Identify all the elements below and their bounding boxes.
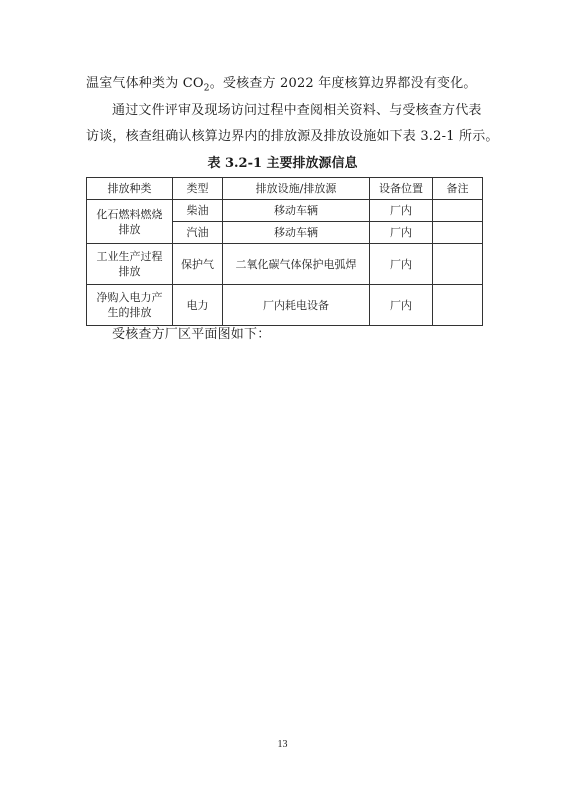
cell-note [433,200,483,222]
paragraph-ghg-type [86,75,477,92]
cell-type: 电力 [173,285,223,326]
cell-source: 移动车辆 [223,222,370,244]
header-type: 类型 [173,178,223,200]
paragraph-site-plan: 受核查方厂区平面图如下： [112,327,271,342]
cell-note [433,244,483,285]
cell-source: 二氧化碳气体保护电弧焊 [223,244,370,285]
paragraph-verification-line2: 访谈，核查组确认核算边界内的排放源及排放设施如下表 3.2-1 所示。 [86,129,499,144]
category-text: 净购入电力产生的排放 [96,291,163,319]
header-location: 设备位置 [370,178,433,200]
cell-location: 厂内 [370,244,433,285]
category-text: 化石燃料燃烧排放 [96,207,163,236]
cell-location: 厂内 [370,200,433,222]
table-row [87,200,483,222]
cell-type: 柴油 [173,200,223,222]
table-caption: 表 3.2-1 主要排放源信息 [207,156,358,171]
cell-source: 厂内耗电设备 [223,285,370,326]
paragraph-verification-line1: 通过文件评审及现场访问过程中查阅相关资料、与受核查方代表 [112,103,482,118]
co2-subscript: 2 [203,83,210,94]
cell-type: 保护气 [173,244,223,285]
cell-source: 移动车辆 [223,200,370,222]
emission-source-table [86,177,483,326]
page-number: 13 [277,739,288,750]
header-emission-category: 排放种类 [87,178,173,200]
cell-location: 厂内 [370,222,433,244]
table-row [87,285,483,326]
table-header-row [87,178,483,200]
category-text: 工业生产过程排放 [96,250,163,278]
table-row [87,244,483,285]
cell-category [87,244,173,285]
cell-note [433,285,483,326]
header-emission-source: 排放设施/排放源 [223,178,370,200]
cell-location: 厂内 [370,285,433,326]
cell-category [87,285,173,326]
header-note: 备注 [433,178,483,200]
cell-category [87,200,173,244]
para1-text: 温室气体种类为 CO [86,76,204,91]
para1-suffix: 。受核查方 2022 年度核算边界都没有变化。 [209,76,477,91]
cell-type: 汽油 [173,222,223,244]
cell-note [433,222,483,244]
